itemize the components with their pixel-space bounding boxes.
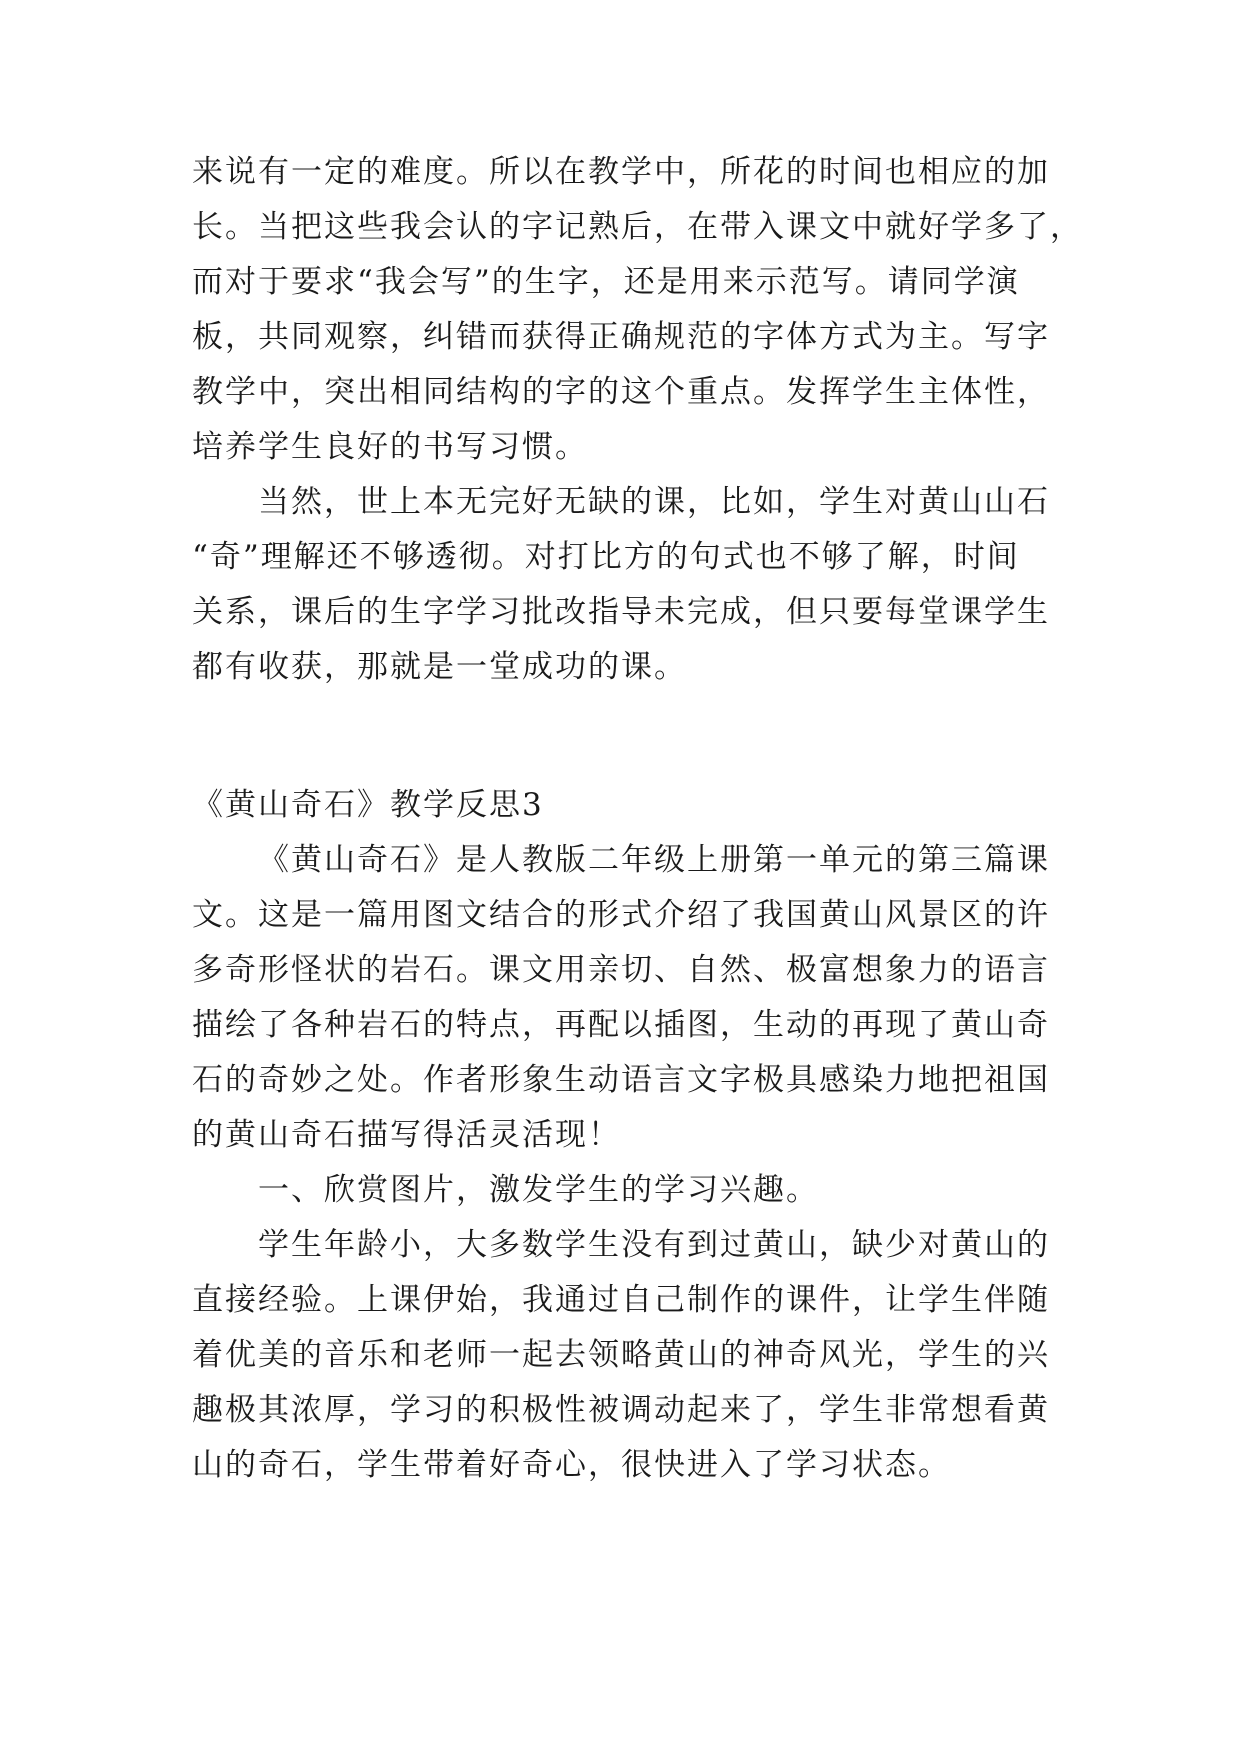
paragraph-introduction: [192, 833, 1062, 1163]
paragraph-conclusion: [192, 475, 1062, 695]
text-line: 文。这是一篇用图文结合的形式介绍了我国黄山风景区的许: [192, 897, 1050, 933]
subheading-text: 一、欣赏图片，激发学生的学习兴趣。: [258, 1172, 819, 1208]
text-line: 而对于要求“我会写”的生字，还是用来示范写。请同学演: [192, 264, 1020, 300]
subheading: [192, 1163, 1062, 1218]
text-line: 的黄山奇石描写得活灵活现！: [192, 1117, 621, 1153]
text-line: 山的奇石，学生带着好奇心，很快进入了学习状态。: [192, 1447, 951, 1483]
text-line: 着优美的音乐和老师一起去领略黄山的神奇风光，学生的兴: [192, 1337, 1050, 1373]
text-line: 趣极其浓厚，学习的积极性被调动起来了，学生非常想看黄: [192, 1392, 1050, 1428]
text-line: 学生年龄小，大多数学生没有到过黄山，缺少对黄山的: [258, 1227, 1050, 1263]
text-line: 都有收获，那就是一堂成功的课。: [192, 649, 687, 685]
text-line: 描绘了各种岩石的特点，再配以插图，生动的再现了黄山奇: [192, 1007, 1050, 1043]
text-line: 多奇形怪状的岩石。课文用亲切、自然、极富想象力的语言: [192, 952, 1050, 988]
text-line: 板，共同观察，纠错而获得正确规范的字体方式为主。写字: [192, 319, 1050, 355]
text-line: 培养学生良好的书写习惯。: [192, 429, 588, 465]
text-line: 来说有一定的难度。所以在教学中，所花的时间也相应的加: [192, 154, 1050, 190]
text-line: 当然，世上本无完好无缺的课，比如，学生对黄山山石: [258, 484, 1050, 520]
section-heading: [192, 778, 1062, 833]
text-line: 直接经验。上课伊始，我通过自己制作的课件，让学生伴随: [192, 1282, 1050, 1318]
text-line: 长。当把这些我会认的字记熟后，在带入课文中就好学多了，: [192, 209, 1083, 245]
section-title: 《黄山奇石》教学反思3: [192, 787, 544, 823]
text-line: 《黄山奇石》是人教版二年级上册第一单元的第三篇课: [258, 842, 1050, 878]
paragraph-continuation: [192, 145, 1083, 475]
text-line: 石的奇妙之处。作者形象生动语言文字极具感染力地把祖国: [192, 1062, 1050, 1098]
text-line: 关系，课后的生字学习批改指导未完成，但只要每堂课学生: [192, 594, 1050, 630]
paragraph-interest: [192, 1218, 1062, 1493]
text-line: “奇”理解还不够透彻。对打比方的句式也不够了解，时间: [192, 539, 1020, 575]
text-line: 教学中，突出相同结构的字的这个重点。发挥学生主体性，: [192, 374, 1050, 410]
